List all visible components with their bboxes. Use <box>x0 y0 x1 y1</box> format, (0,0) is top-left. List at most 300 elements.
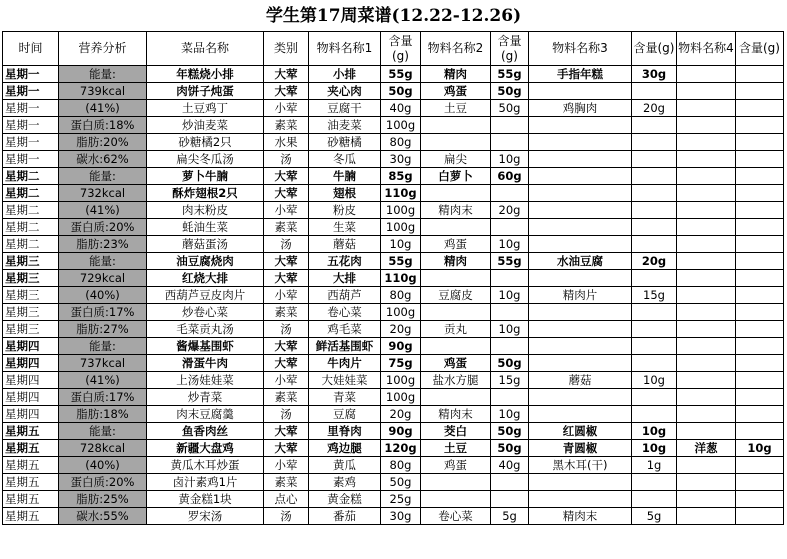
cell-material-1: 青菜 <box>309 389 381 406</box>
cell-material-1: 牛腩 <box>309 168 381 185</box>
cell-amount-4 <box>736 100 784 117</box>
cell-day: 星期二 <box>3 236 59 253</box>
cell-day: 星期五 <box>3 491 59 508</box>
table-row <box>3 491 784 508</box>
header-day: 时间 <box>3 32 59 66</box>
cell-material-4 <box>677 66 736 83</box>
cell-category: 汤 <box>264 321 309 338</box>
cell-amount-3: 5g <box>632 508 677 525</box>
cell-dish-name: 肉末豆腐羹 <box>147 406 264 423</box>
header-row <box>3 32 784 66</box>
cell-amount-3 <box>632 219 677 236</box>
table-row <box>3 474 784 491</box>
cell-amount-1: 100g <box>381 372 421 389</box>
cell-amount-1: 75g <box>381 355 421 372</box>
cell-day: 星期五 <box>3 474 59 491</box>
cell-material-2: 盐水方腿 <box>421 372 491 389</box>
cell-day: 星期五 <box>3 457 59 474</box>
table-row <box>3 338 784 355</box>
cell-material-3 <box>529 321 632 338</box>
cell-material-2: 精肉 <box>421 253 491 270</box>
cell-category: 小荤 <box>264 202 309 219</box>
table-row <box>3 389 784 406</box>
cell-material-3: 水油豆腐 <box>529 253 632 270</box>
cell-material-1: 小排 <box>309 66 381 83</box>
cell-material-2 <box>421 134 491 151</box>
cell-amount-3: 10g <box>632 372 677 389</box>
cell-dish-name: 黄金糕1块 <box>147 491 264 508</box>
cell-category: 大荤 <box>264 253 309 270</box>
cell-amount-1: 120g <box>381 440 421 457</box>
cell-material-1: 番茄 <box>309 508 381 525</box>
cell-amount-3 <box>632 185 677 202</box>
cell-nutrition: 732kcal <box>59 185 147 202</box>
cell-material-1: 大排 <box>309 270 381 287</box>
cell-amount-2: 55g <box>491 253 529 270</box>
cell-material-1: 黄金糕 <box>309 491 381 508</box>
cell-amount-3 <box>632 151 677 168</box>
cell-day: 星期三 <box>3 304 59 321</box>
cell-material-3 <box>529 304 632 321</box>
cell-material-4 <box>677 253 736 270</box>
cell-amount-4 <box>736 83 784 100</box>
cell-amount-4 <box>736 355 784 372</box>
cell-material-1: 牛肉片 <box>309 355 381 372</box>
cell-amount-4 <box>736 202 784 219</box>
cell-day: 星期一 <box>3 66 59 83</box>
cell-material-3 <box>529 474 632 491</box>
cell-category: 汤 <box>264 151 309 168</box>
cell-material-1: 西葫芦 <box>309 287 381 304</box>
cell-category: 汤 <box>264 236 309 253</box>
cell-material-2 <box>421 270 491 287</box>
cell-amount-4 <box>736 508 784 525</box>
cell-material-2: 白萝卜 <box>421 168 491 185</box>
page-title: 学生第17周菜谱(12.22-12.26) <box>265 6 522 26</box>
cell-dish-name: 萝卜牛腩 <box>147 168 264 185</box>
cell-amount-3 <box>632 304 677 321</box>
cell-material-1: 里脊肉 <box>309 423 381 440</box>
cell-material-3: 青圆椒 <box>529 440 632 457</box>
cell-day: 星期三 <box>3 270 59 287</box>
cell-amount-2: 15g <box>491 372 529 389</box>
cell-material-3: 精肉片 <box>529 287 632 304</box>
table-row <box>3 202 784 219</box>
cell-dish-name: 黄瓜木耳炒蛋 <box>147 457 264 474</box>
cell-material-4 <box>677 202 736 219</box>
cell-material-3 <box>529 117 632 134</box>
cell-material-3: 蘑菇 <box>529 372 632 389</box>
cell-dish-name: 罗宋汤 <box>147 508 264 525</box>
cell-amount-2 <box>491 185 529 202</box>
table-row <box>3 321 784 338</box>
cell-material-4 <box>677 423 736 440</box>
cell-amount-2: 5g <box>491 508 529 525</box>
cell-amount-2: 10g <box>491 321 529 338</box>
cell-day: 星期五 <box>3 423 59 440</box>
cell-material-4 <box>677 151 736 168</box>
cell-category: 小荤 <box>264 457 309 474</box>
cell-day: 星期三 <box>3 287 59 304</box>
cell-amount-1: 80g <box>381 457 421 474</box>
cell-material-4 <box>677 508 736 525</box>
table-row <box>3 270 784 287</box>
cell-dish-name: 炒油麦菜 <box>147 117 264 134</box>
cell-material-2 <box>421 389 491 406</box>
cell-material-1: 蘑菇 <box>309 236 381 253</box>
cell-nutrition: (41%) <box>59 202 147 219</box>
cell-day: 星期一 <box>3 134 59 151</box>
cell-material-1: 夹心肉 <box>309 83 381 100</box>
cell-material-1: 鸡边腿 <box>309 440 381 457</box>
cell-category: 大荤 <box>264 440 309 457</box>
cell-material-4 <box>677 338 736 355</box>
cell-material-2 <box>421 304 491 321</box>
cell-nutrition: 脂肪:25% <box>59 491 147 508</box>
cell-amount-3 <box>632 168 677 185</box>
cell-nutrition: 蛋白质:20% <box>59 219 147 236</box>
cell-nutrition: 728kcal <box>59 440 147 457</box>
cell-material-4 <box>677 134 736 151</box>
cell-nutrition: 729kcal <box>59 270 147 287</box>
cell-material-3 <box>529 389 632 406</box>
cell-category: 大荤 <box>264 423 309 440</box>
cell-material-4 <box>677 457 736 474</box>
cell-amount-1: 110g <box>381 270 421 287</box>
cell-material-1: 冬瓜 <box>309 151 381 168</box>
cell-amount-3 <box>632 83 677 100</box>
cell-material-4 <box>677 474 736 491</box>
cell-material-4 <box>677 389 736 406</box>
header-amount-1: 含量(g) <box>381 32 421 66</box>
cell-amount-1: 100g <box>381 202 421 219</box>
cell-amount-4 <box>736 253 784 270</box>
cell-material-4 <box>677 100 736 117</box>
cell-day: 星期四 <box>3 406 59 423</box>
table-row <box>3 457 784 474</box>
cell-category: 大荤 <box>264 83 309 100</box>
cell-material-3: 红圆椒 <box>529 423 632 440</box>
cell-dish-name: 蘑菇蛋汤 <box>147 236 264 253</box>
cell-amount-2 <box>491 338 529 355</box>
cell-amount-3: 20g <box>632 253 677 270</box>
cell-material-2: 精肉 <box>421 66 491 83</box>
cell-dish-name: 卤汁素鸡1片 <box>147 474 264 491</box>
cell-amount-2: 10g <box>491 406 529 423</box>
cell-amount-4 <box>736 219 784 236</box>
table-row <box>3 355 784 372</box>
cell-material-1: 黄瓜 <box>309 457 381 474</box>
cell-material-3: 黑木耳(干) <box>529 457 632 474</box>
cell-amount-1: 100g <box>381 304 421 321</box>
cell-amount-3 <box>632 355 677 372</box>
cell-day: 星期四 <box>3 389 59 406</box>
cell-amount-1: 100g <box>381 219 421 236</box>
cell-amount-4 <box>736 185 784 202</box>
table-row <box>3 287 784 304</box>
header-amount-2: 含量(g) <box>491 32 529 66</box>
cell-amount-2 <box>491 491 529 508</box>
cell-amount-3 <box>632 270 677 287</box>
cell-amount-2: 50g <box>491 423 529 440</box>
cell-dish-name: 砂糖橘2只 <box>147 134 264 151</box>
cell-amount-2 <box>491 474 529 491</box>
cell-material-2: 鸡蛋 <box>421 83 491 100</box>
cell-amount-4 <box>736 406 784 423</box>
cell-day: 星期二 <box>3 202 59 219</box>
header-dish-name: 菜品名称 <box>147 32 264 66</box>
cell-category: 素菜 <box>264 219 309 236</box>
cell-amount-2: 50g <box>491 440 529 457</box>
cell-material-3 <box>529 151 632 168</box>
cell-amount-4 <box>736 423 784 440</box>
cell-category: 小荤 <box>264 372 309 389</box>
cell-day: 星期一 <box>3 151 59 168</box>
cell-amount-2: 50g <box>491 355 529 372</box>
table-row <box>3 372 784 389</box>
cell-material-2: 贡丸 <box>421 321 491 338</box>
cell-material-4 <box>677 304 736 321</box>
cell-material-3 <box>529 134 632 151</box>
cell-material-2: 鸡蛋 <box>421 236 491 253</box>
cell-material-3 <box>529 338 632 355</box>
cell-category: 小荤 <box>264 287 309 304</box>
cell-amount-3: 30g <box>632 66 677 83</box>
cell-amount-4 <box>736 389 784 406</box>
cell-material-4 <box>677 372 736 389</box>
cell-material-4 <box>677 321 736 338</box>
cell-nutrition: 碳水:55% <box>59 508 147 525</box>
cell-amount-1: 30g <box>381 508 421 525</box>
cell-material-2: 鸡蛋 <box>421 355 491 372</box>
cell-category: 汤 <box>264 406 309 423</box>
cell-category: 大荤 <box>264 66 309 83</box>
cell-amount-4 <box>736 304 784 321</box>
cell-material-3 <box>529 270 632 287</box>
table-row <box>3 151 784 168</box>
cell-material-3 <box>529 185 632 202</box>
cell-nutrition: 蛋白质:20% <box>59 474 147 491</box>
cell-amount-4 <box>736 338 784 355</box>
cell-material-2: 土豆 <box>421 100 491 117</box>
cell-amount-1: 100g <box>381 117 421 134</box>
cell-material-1: 粉皮 <box>309 202 381 219</box>
cell-amount-3: 20g <box>632 100 677 117</box>
cell-dish-name: 上汤娃娃菜 <box>147 372 264 389</box>
cell-material-2: 卷心菜 <box>421 508 491 525</box>
header-amount-4: 含量(g) <box>736 32 784 66</box>
cell-amount-3 <box>632 134 677 151</box>
cell-amount-1: 50g <box>381 83 421 100</box>
header-material-2: 物料名称2 <box>421 32 491 66</box>
cell-day: 星期四 <box>3 338 59 355</box>
cell-amount-2: 10g <box>491 287 529 304</box>
cell-material-4 <box>677 219 736 236</box>
cell-category: 素菜 <box>264 304 309 321</box>
cell-material-1: 鲜活基围虾 <box>309 338 381 355</box>
cell-dish-name: 扁尖冬瓜汤 <box>147 151 264 168</box>
cell-material-4 <box>677 406 736 423</box>
cell-amount-2 <box>491 117 529 134</box>
cell-amount-1: 90g <box>381 423 421 440</box>
cell-dish-name: 蚝油生菜 <box>147 219 264 236</box>
cell-nutrition: (41%) <box>59 100 147 117</box>
header-material-4: 物料名称4 <box>677 32 736 66</box>
cell-material-2: 豆腐皮 <box>421 287 491 304</box>
table-row <box>3 423 784 440</box>
cell-amount-1: 10g <box>381 236 421 253</box>
cell-material-3: 手指年糕 <box>529 66 632 83</box>
cell-nutrition: 能量: <box>59 338 147 355</box>
cell-material-2: 茭白 <box>421 423 491 440</box>
cell-amount-3 <box>632 491 677 508</box>
cell-amount-4 <box>736 321 784 338</box>
cell-material-3 <box>529 83 632 100</box>
table-row <box>3 66 784 83</box>
cell-amount-4 <box>736 66 784 83</box>
cell-dish-name: 新疆大盘鸡 <box>147 440 264 457</box>
table-row <box>3 253 784 270</box>
cell-dish-name: 炒卷心菜 <box>147 304 264 321</box>
cell-amount-3: 10g <box>632 423 677 440</box>
cell-material-2: 精肉末 <box>421 202 491 219</box>
cell-amount-2 <box>491 134 529 151</box>
cell-material-3 <box>529 168 632 185</box>
cell-amount-4 <box>736 372 784 389</box>
cell-amount-1: 50g <box>381 474 421 491</box>
cell-category: 素菜 <box>264 117 309 134</box>
cell-amount-2: 20g <box>491 202 529 219</box>
cell-dish-name: 年糕烧小排 <box>147 66 264 83</box>
cell-nutrition: 脂肪:20% <box>59 134 147 151</box>
cell-category: 大荤 <box>264 270 309 287</box>
cell-material-2 <box>421 185 491 202</box>
cell-material-3 <box>529 219 632 236</box>
cell-amount-1: 80g <box>381 134 421 151</box>
cell-material-3 <box>529 236 632 253</box>
cell-amount-3 <box>632 202 677 219</box>
cell-day: 星期二 <box>3 219 59 236</box>
cell-amount-4: 10g <box>736 440 784 457</box>
cell-material-4 <box>677 117 736 134</box>
cell-nutrition: (40%) <box>59 457 147 474</box>
cell-amount-2: 10g <box>491 236 529 253</box>
cell-amount-1: 20g <box>381 406 421 423</box>
cell-category: 大荤 <box>264 355 309 372</box>
cell-day: 星期一 <box>3 83 59 100</box>
cell-amount-1: 85g <box>381 168 421 185</box>
cell-category: 大荤 <box>264 338 309 355</box>
cell-material-4 <box>677 83 736 100</box>
cell-day: 星期五 <box>3 440 59 457</box>
cell-material-4 <box>677 236 736 253</box>
cell-dish-name: 滑蛋牛肉 <box>147 355 264 372</box>
cell-material-4 <box>677 287 736 304</box>
cell-category: 大荤 <box>264 185 309 202</box>
table-row <box>3 185 784 202</box>
cell-material-2 <box>421 491 491 508</box>
cell-amount-1: 100g <box>381 389 421 406</box>
cell-amount-2: 50g <box>491 100 529 117</box>
cell-material-4 <box>677 491 736 508</box>
cell-category: 大荤 <box>264 168 309 185</box>
cell-amount-1: 110g <box>381 185 421 202</box>
cell-nutrition: 蛋白质:17% <box>59 304 147 321</box>
cell-dish-name: 肉末粉皮 <box>147 202 264 219</box>
table-row <box>3 304 784 321</box>
cell-day: 星期三 <box>3 321 59 338</box>
cell-material-1: 油麦菜 <box>309 117 381 134</box>
cell-amount-4 <box>736 270 784 287</box>
cell-material-4 <box>677 185 736 202</box>
cell-amount-2 <box>491 304 529 321</box>
cell-day: 星期一 <box>3 100 59 117</box>
cell-amount-3: 15g <box>632 287 677 304</box>
cell-material-4 <box>677 355 736 372</box>
cell-day: 星期一 <box>3 117 59 134</box>
cell-category: 点心 <box>264 491 309 508</box>
cell-material-1: 鸡毛菜 <box>309 321 381 338</box>
table-row <box>3 508 784 525</box>
cell-amount-4 <box>736 474 784 491</box>
cell-day: 星期五 <box>3 508 59 525</box>
cell-material-4: 洋葱 <box>677 440 736 457</box>
cell-dish-name: 酱爆基围虾 <box>147 338 264 355</box>
cell-material-4 <box>677 168 736 185</box>
cell-amount-2: 60g <box>491 168 529 185</box>
cell-amount-3 <box>632 389 677 406</box>
cell-amount-4 <box>736 151 784 168</box>
cell-day: 星期四 <box>3 372 59 389</box>
cell-material-1: 五花肉 <box>309 253 381 270</box>
cell-category: 素菜 <box>264 474 309 491</box>
cell-dish-name: 鱼香肉丝 <box>147 423 264 440</box>
header-material-3: 物料名称3 <box>529 32 632 66</box>
cell-material-1: 素鸡 <box>309 474 381 491</box>
cell-amount-4 <box>736 491 784 508</box>
cell-material-1: 生菜 <box>309 219 381 236</box>
cell-day: 星期三 <box>3 253 59 270</box>
cell-material-2 <box>421 219 491 236</box>
cell-amount-2 <box>491 389 529 406</box>
cell-amount-3 <box>632 406 677 423</box>
header-material-1: 物料名称1 <box>309 32 381 66</box>
cell-material-4 <box>677 270 736 287</box>
cell-amount-2: 55g <box>491 66 529 83</box>
cell-amount-1: 55g <box>381 66 421 83</box>
cell-material-1: 豆腐 <box>309 406 381 423</box>
cell-amount-3: 1g <box>632 457 677 474</box>
menu-table <box>2 31 784 525</box>
cell-nutrition: 碳水:62% <box>59 151 147 168</box>
cell-amount-2: 10g <box>491 151 529 168</box>
table-row <box>3 100 784 117</box>
cell-nutrition: 脂肪:23% <box>59 236 147 253</box>
cell-nutrition: 能量: <box>59 66 147 83</box>
header-category: 类别 <box>264 32 309 66</box>
cell-amount-4 <box>736 134 784 151</box>
cell-nutrition: 蛋白质:18% <box>59 117 147 134</box>
cell-amount-4 <box>736 168 784 185</box>
cell-amount-3 <box>632 321 677 338</box>
cell-dish-name: 红烧大排 <box>147 270 264 287</box>
cell-amount-1: 55g <box>381 253 421 270</box>
cell-amount-1: 20g <box>381 321 421 338</box>
header-amount-3: 含量(g) <box>632 32 677 66</box>
cell-material-2: 土豆 <box>421 440 491 457</box>
cell-nutrition: 737kcal <box>59 355 147 372</box>
cell-material-1: 豆腐干 <box>309 100 381 117</box>
